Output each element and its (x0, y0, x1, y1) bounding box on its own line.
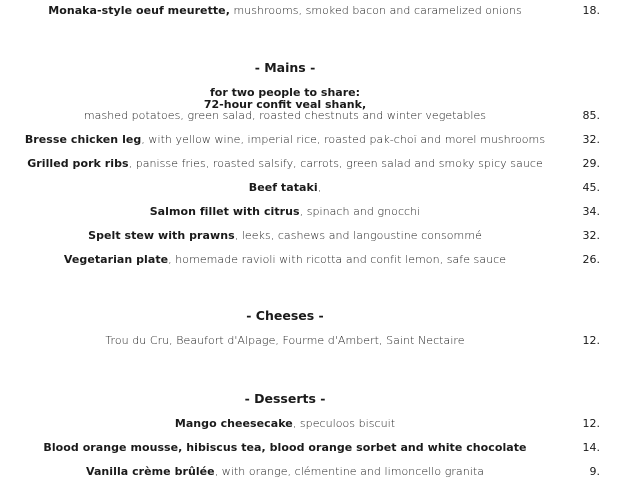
dish-line (0, 417, 570, 430)
menu-item (0, 229, 640, 249)
dish-desc: , leeks, cashews and langoustine consommé (234, 229, 482, 242)
dish-desc: mushrooms, smoked bacon and caramelized onions (229, 4, 522, 17)
dish-name: Blood orange mousse, hibiscus tea, blood orange sorbet and white chocolate (43, 441, 527, 454)
dish-desc: , panisse fries, roasted salsify, carrots, green salad and smoky spicy sauce (128, 157, 543, 170)
dish-line (0, 4, 570, 17)
dish-desc: , spinach and gnocchi (299, 205, 421, 218)
dish-name: Grilled pork ribs (27, 157, 129, 170)
dish-name: Spelt stew with prawns (88, 229, 235, 242)
share-intro: for two people to share: (210, 86, 360, 99)
dish-price: 85. (582, 109, 600, 122)
dish-name: Mango cheesecake (174, 417, 293, 430)
dish-price: 32. (582, 133, 600, 146)
dish-desc: , (317, 181, 322, 194)
dish-desc: , with yellow wine, imperial rice, roasted pak-choï and morel mushrooms (141, 133, 546, 146)
dish-price: 12. (582, 334, 600, 347)
menu-item-cheese-plate (0, 334, 640, 354)
dish-line (0, 133, 570, 146)
dish-price: 32. (582, 229, 600, 242)
dish-desc: , with orange, clémentine and limoncello granita (214, 465, 485, 478)
dish-price: 29. (582, 157, 600, 170)
menu-item (0, 417, 640, 437)
dish-name: Salmon fillet with citrus (149, 205, 300, 218)
dish-desc: Trou du Cru, Beaufort d'Alpage, Fourme d'Ambert, Saint Nectaire (105, 334, 465, 347)
dish-line (0, 205, 570, 218)
dish-price: 26. (582, 253, 600, 266)
dish-line (0, 181, 570, 194)
dish-price: 18. (582, 4, 600, 17)
dish-price: 9. (589, 465, 600, 478)
dish-name: Vanilla crème brûlée (85, 465, 215, 478)
dish-price: 12. (582, 417, 600, 430)
menu-item (0, 465, 640, 485)
menu-item-veal-shank (0, 109, 640, 129)
dish-line (0, 157, 570, 170)
dish-name: Beef tataki (248, 181, 318, 194)
menu-item (0, 157, 640, 177)
menu-item (0, 441, 640, 461)
mains-heading: - Mains - (254, 60, 316, 75)
dish-name: Monaka-style oeuf meurette, (48, 4, 230, 17)
desserts-heading: - Desserts - (244, 391, 326, 406)
menu-item (0, 181, 640, 201)
dish-name: Bresse chicken leg (24, 133, 142, 146)
dish-line (0, 253, 570, 266)
dish-desc: , speculoos biscuit (292, 417, 396, 430)
menu-item (0, 205, 640, 225)
dish-line (0, 465, 570, 478)
share-dish-name: 72-hour confit veal shank, (203, 98, 367, 111)
menu-item (0, 253, 640, 273)
dish-price: 34. (582, 205, 600, 218)
dish-price: 45. (582, 181, 600, 194)
dish-desc: , homemade ravioli with ricotta and confit lemon, safe sauce (168, 253, 507, 266)
menu-item (0, 133, 640, 153)
dish-desc: mashed potatoes, green salad, roasted chestnuts and winter vegetables (83, 109, 487, 122)
menu-item-oeuf-meurette (0, 4, 640, 24)
dish-line (0, 229, 570, 242)
dish-line (0, 441, 570, 454)
dish-name: Vegetarian plate (63, 253, 169, 266)
cheeses-heading: - Cheeses - (246, 308, 324, 323)
dish-price: 14. (582, 441, 600, 454)
